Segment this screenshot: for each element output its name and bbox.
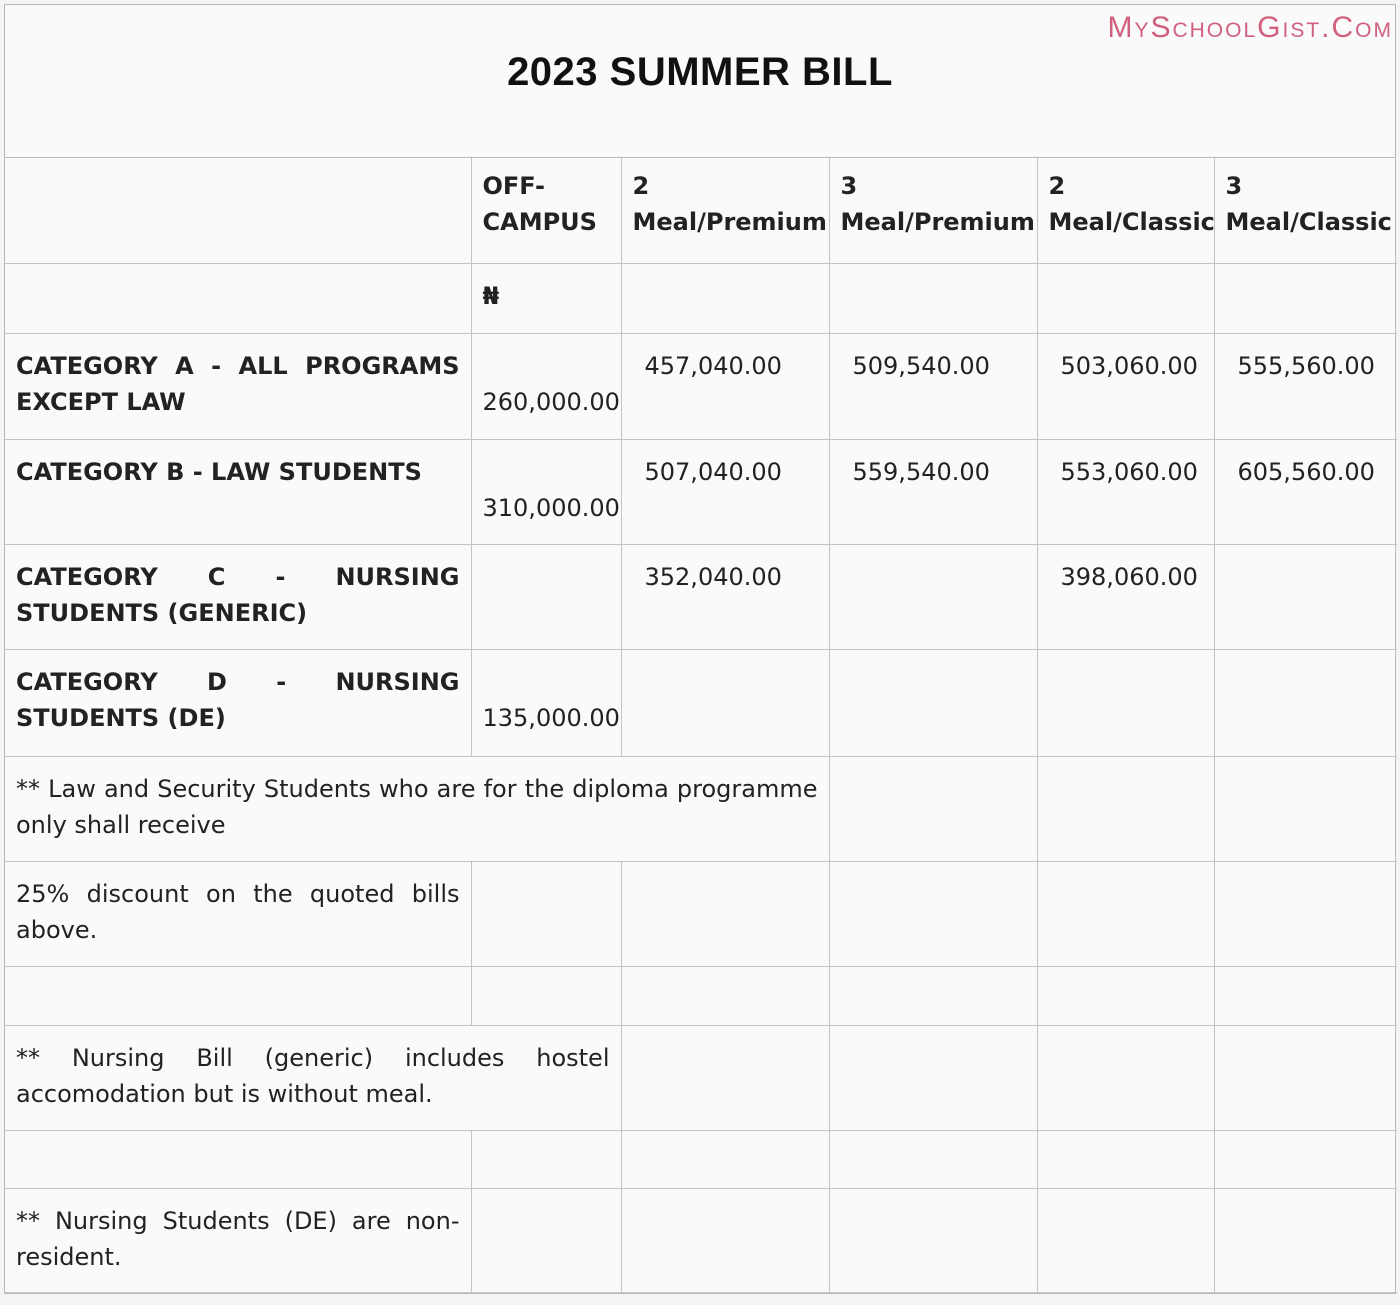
- note-nursing-generic: ** Nursing Bill (generic) includes hostel accomodation but is without meal.: [5, 1025, 621, 1130]
- category-b-2-meal-classic: 553,060.00: [1037, 439, 1214, 544]
- note-row: [5, 756, 1397, 861]
- category-b-label: CATEGORY B - LAW STUDENTS: [5, 439, 471, 544]
- header-2-meal-premium: 2 Meal/Premium: [621, 158, 829, 263]
- header-3-meal-classic: 3 Meal/Classic: [1214, 158, 1397, 263]
- category-c-2-meal-classic: 398,060.00: [1037, 544, 1214, 649]
- note-row: [5, 1188, 1397, 1292]
- table-row: [5, 649, 1397, 756]
- header-3-meal-premium: 3 Meal/Premium: [829, 158, 1037, 263]
- category-a-off-campus: 260,000.00: [471, 333, 621, 439]
- category-a-label: CATEGORY A - ALL PROGRAMS EXCEPT LAW: [5, 333, 471, 439]
- category-b-2-meal-premium: 507,040.00: [621, 439, 829, 544]
- category-b-3-meal-premium: 559,540.00: [829, 439, 1037, 544]
- page-title: 2023 SUMMER BILL: [507, 49, 893, 94]
- category-b-off-campus: 310,000.00: [471, 439, 621, 544]
- category-a-2-meal-classic: 503,060.00: [1037, 333, 1214, 439]
- category-c-3-meal-classic: [1214, 544, 1397, 649]
- note-row: [5, 1025, 1397, 1130]
- table-row: [5, 439, 1397, 544]
- category-a-3-meal-premium: 509,540.00: [829, 333, 1037, 439]
- bill-document: [4, 4, 1396, 1294]
- note-law-security: ** Law and Security Students who are for the diploma programme only shall receive: [5, 756, 829, 861]
- currency-row: [5, 263, 1397, 333]
- category-c-label: CATEGORY C - NURSING STUDENTS (GENERIC): [5, 544, 471, 649]
- header-row: [5, 158, 1397, 263]
- table-row: [5, 333, 1397, 439]
- table-row: [5, 544, 1397, 649]
- note-nursing-de: ** Nursing Students (DE) are non-resident.: [5, 1188, 471, 1292]
- empty-row: [5, 1130, 1397, 1188]
- category-b-3-meal-classic: 605,560.00: [1214, 439, 1397, 544]
- watermark-text: MySchoolGist.Com: [1107, 11, 1393, 44]
- empty-row: [5, 966, 1397, 1025]
- header-off-campus: OFF- CAMPUS: [471, 158, 621, 263]
- category-d-off-campus: 135,000.00: [471, 649, 621, 756]
- note-row: [5, 861, 1397, 966]
- note-discount: 25% discount on the quoted bills above.: [5, 861, 471, 966]
- bill-table: [5, 158, 1397, 1293]
- category-c-2-meal-premium: 352,040.00: [621, 544, 829, 649]
- currency-symbol: ₦: [471, 263, 621, 333]
- header-2-meal-classic: 2 Meal/Classic: [1037, 158, 1214, 263]
- category-c-off-campus: [471, 544, 621, 649]
- category-c-3-meal-premium: [829, 544, 1037, 649]
- category-d-label: CATEGORY D - NURSING STUDENTS (DE): [5, 649, 471, 756]
- category-a-3-meal-classic: 555,560.00: [1214, 333, 1397, 439]
- category-a-2-meal-premium: 457,040.00: [621, 333, 829, 439]
- header-empty-cell: [5, 158, 471, 263]
